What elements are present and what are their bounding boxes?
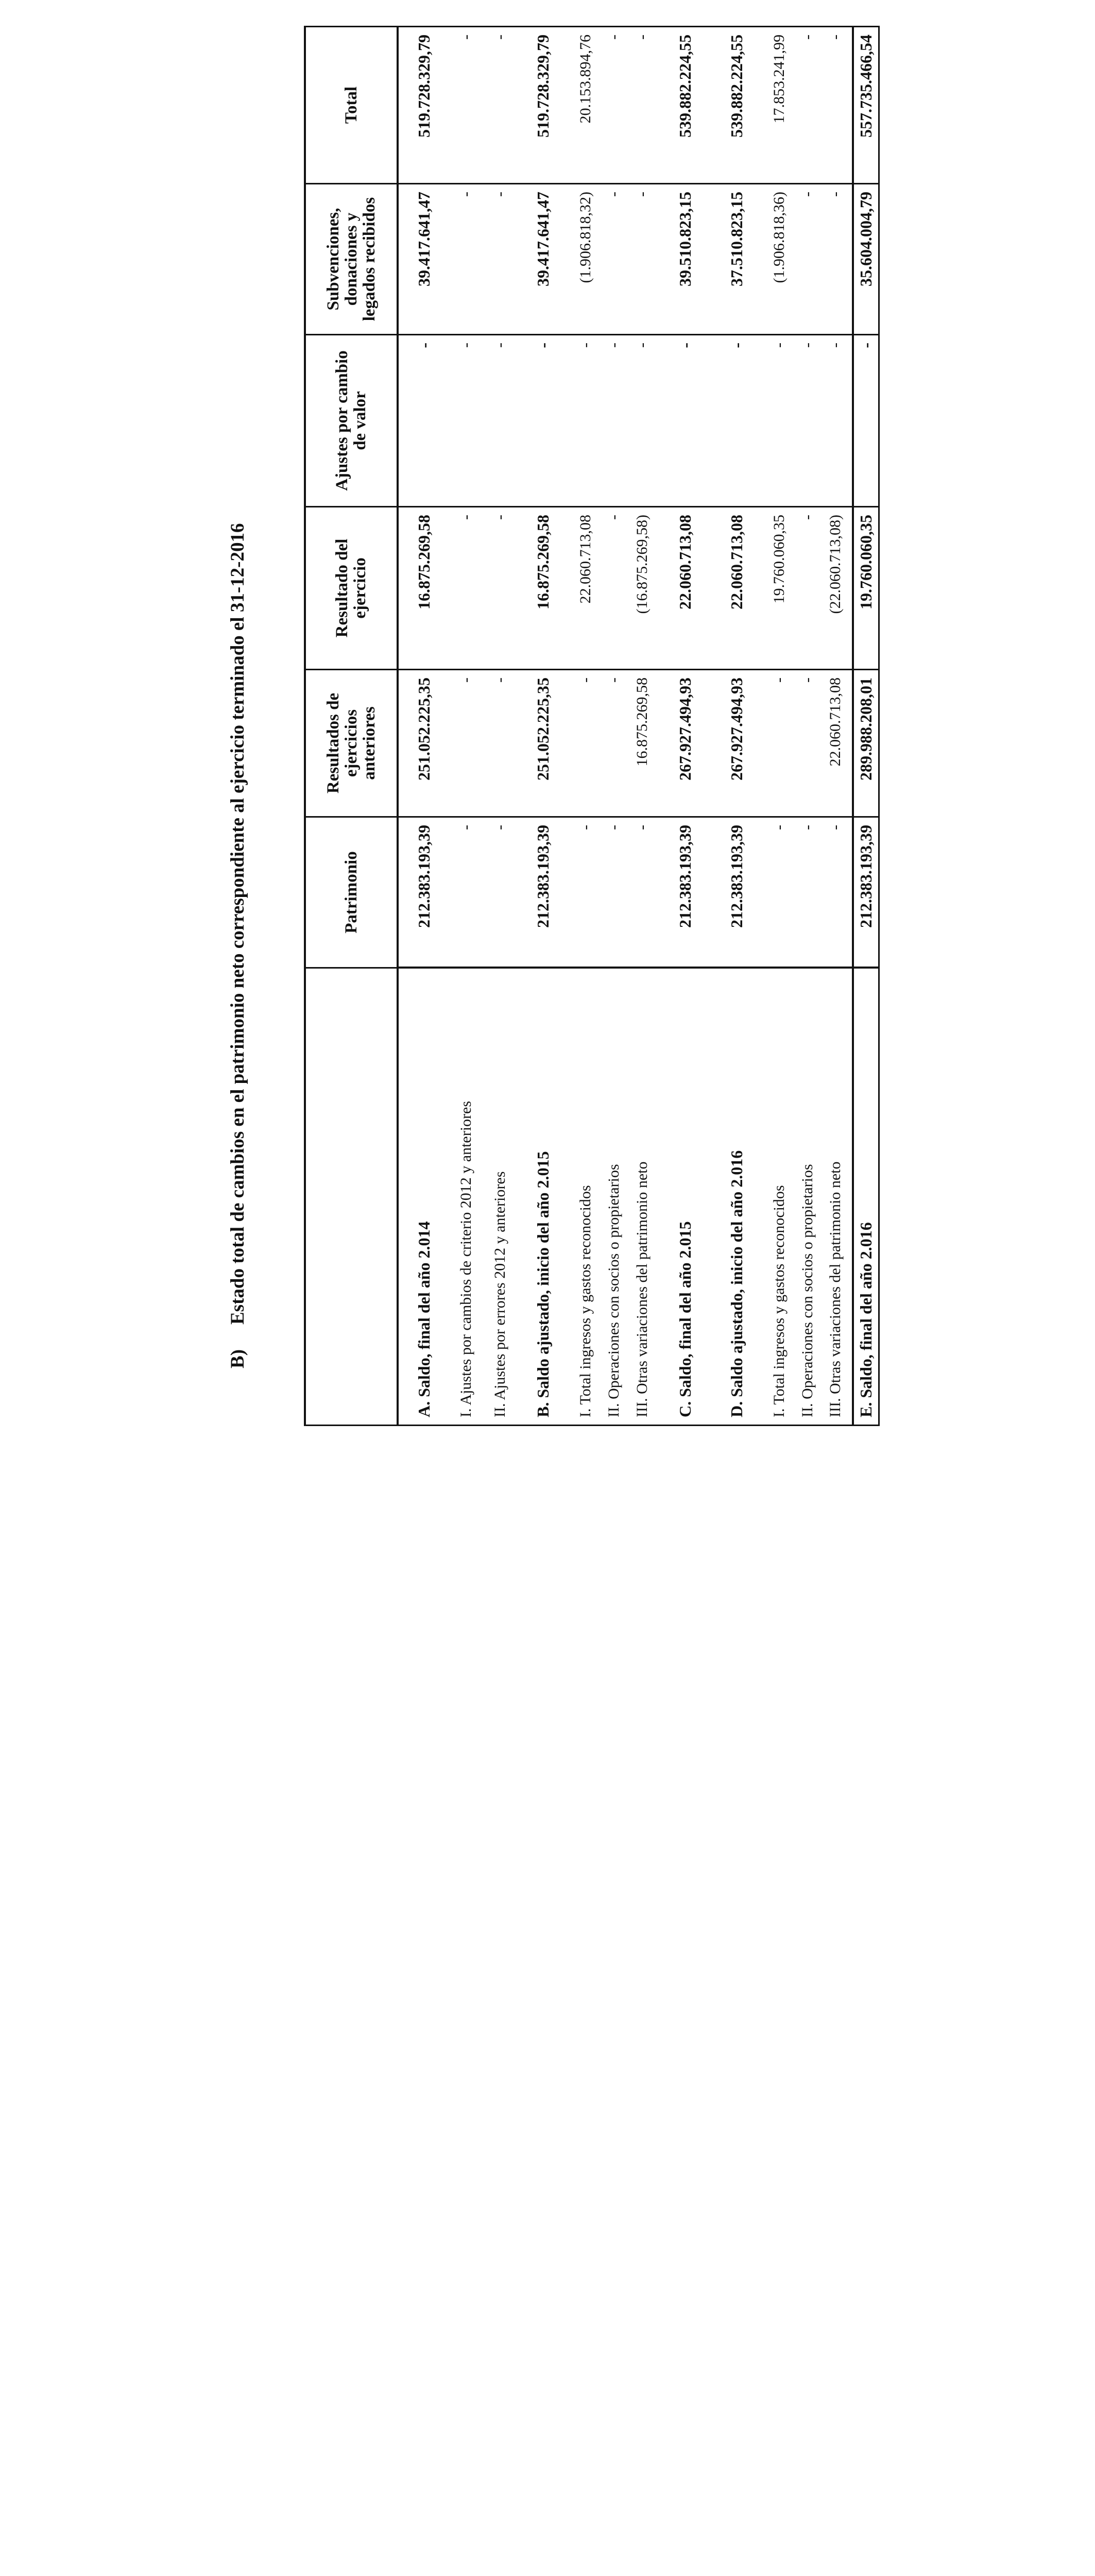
cell-resultado-ejercicio: 22.060.713,08: [659, 507, 711, 670]
table-header-row: [305, 27, 398, 1426]
cell-resultado-ejercicio: 16.875.269,58: [517, 507, 569, 670]
table-row-otras-variaciones-2015: [625, 27, 659, 1426]
col-header-total: Total: [305, 27, 398, 184]
cell-total: 519.728.329,79: [517, 27, 569, 184]
cell-resultados-anteriores: 251.052.225,35: [398, 670, 449, 817]
cell-resultado-ejercicio: 16.875.269,58: [398, 507, 449, 670]
table-row-saldo-ajustado-2016: [711, 27, 762, 1426]
cell-patrimonio: 212.383.193,39: [398, 817, 449, 968]
col-header-subvenciones: Subvenciones, donaciones y legados recibidos: [305, 184, 398, 335]
cell-resultados-anteriores: -: [449, 670, 483, 817]
cell-subvenciones: (1.906.818,32): [569, 184, 603, 335]
cell-resultados-anteriores: -: [569, 670, 603, 817]
table-row-saldo-final-2014: [398, 27, 449, 1426]
cell-ajustes-valor: -: [603, 335, 625, 507]
cell-subvenciones: -: [483, 184, 517, 335]
row-label: I. Ajustes por cambios de criterio 2012 y anteriores: [449, 968, 483, 1426]
row-label: A. Saldo, final del año 2.014: [398, 968, 449, 1426]
cell-ajustes-valor: -: [398, 335, 449, 507]
cell-subvenciones: 35.604.004,79: [853, 184, 879, 335]
row-label: E. Saldo, final del año 2.016: [853, 968, 879, 1426]
cell-subvenciones: -: [796, 184, 819, 335]
cell-patrimonio: -: [483, 817, 517, 968]
cell-ajustes-valor: -: [625, 335, 659, 507]
table-row-ajustes-errores: [483, 27, 517, 1426]
cell-resultado-ejercicio: 22.060.713,08: [711, 507, 762, 670]
cell-resultados-anteriores: 251.052.225,35: [517, 670, 569, 817]
cell-ajustes-valor: -: [819, 335, 853, 507]
cell-patrimonio: -: [796, 817, 819, 968]
table-row-ajustes-criterio: [449, 27, 483, 1426]
table-row-otras-variaciones-2016: [819, 27, 853, 1426]
cell-patrimonio: -: [762, 817, 796, 968]
cell-resultados-anteriores: -: [762, 670, 796, 817]
cell-total: -: [483, 27, 517, 184]
cell-subvenciones: -: [603, 184, 625, 335]
cell-ajustes-valor: -: [569, 335, 603, 507]
cell-resultado-ejercicio: 22.060.713,08: [569, 507, 603, 670]
cell-resultados-anteriores: 22.060.713,08: [819, 670, 853, 817]
cell-total: 20.153.894,76: [569, 27, 603, 184]
cell-resultado-ejercicio: 19.760.060,35: [853, 507, 879, 670]
col-header-resultado-ejercicio: Resultado del ejercicio: [305, 507, 398, 670]
cell-resultado-ejercicio: -: [449, 507, 483, 670]
table-row-operaciones-socios-2015: [603, 27, 625, 1426]
row-label: II. Ajustes por errores 2012 y anteriores: [483, 968, 517, 1426]
cell-subvenciones: -: [819, 184, 853, 335]
cell-patrimonio: 212.383.193,39: [853, 817, 879, 968]
cell-ajustes-valor: -: [796, 335, 819, 507]
cell-resultados-anteriores: 16.875.269,58: [625, 670, 659, 817]
cell-resultado-ejercicio: (16.875.269,58): [625, 507, 659, 670]
cell-total: -: [625, 27, 659, 184]
cell-ajustes-valor: -: [711, 335, 762, 507]
table-row-saldo-ajustado-2015: [517, 27, 569, 1426]
cell-patrimonio: 212.383.193,39: [711, 817, 762, 968]
cell-ajustes-valor: -: [762, 335, 796, 507]
cell-patrimonio: 212.383.193,39: [659, 817, 711, 968]
section-letter: B): [227, 1349, 248, 1368]
row-label: I. Total ingresos y gastos reconocidos: [569, 968, 603, 1426]
cell-subvenciones: 37.510.823,15: [711, 184, 762, 335]
cell-total: 539.882.224,55: [711, 27, 762, 184]
cell-subvenciones: 39.417.641,47: [398, 184, 449, 335]
cell-resultado-ejercicio: (22.060.713,08): [819, 507, 853, 670]
cell-subvenciones: 39.417.641,47: [517, 184, 569, 335]
cell-patrimonio: -: [603, 817, 625, 968]
cell-patrimonio: -: [625, 817, 659, 968]
cell-patrimonio: -: [449, 817, 483, 968]
row-label: III. Otras variaciones del patrimonio neto: [625, 968, 659, 1426]
cell-patrimonio: 212.383.193,39: [517, 817, 569, 968]
table-row-saldo-final-2016: [853, 27, 879, 1426]
cell-resultados-anteriores: 267.927.494,93: [659, 670, 711, 817]
cell-total: -: [603, 27, 625, 184]
cell-subvenciones: -: [625, 184, 659, 335]
cell-subvenciones: -: [449, 184, 483, 335]
row-label: III. Otras variaciones del patrimonio neto: [819, 968, 853, 1426]
row-label: II. Operaciones con socios o propietarios: [796, 968, 819, 1426]
cell-total: -: [796, 27, 819, 184]
table-row-ingresos-gastos-2016: [762, 27, 796, 1426]
row-label: D. Saldo ajustado, inicio del año 2.016: [711, 968, 762, 1426]
cell-resultado-ejercicio: -: [483, 507, 517, 670]
cell-total: 557.735.466,54: [853, 27, 879, 184]
row-label: B. Saldo ajustado, inicio del año 2.015: [517, 968, 569, 1426]
cell-total: -: [449, 27, 483, 184]
cell-total: -: [819, 27, 853, 184]
cell-ajustes-valor: -: [483, 335, 517, 507]
col-header-ajustes-valor: Ajustes por cambio de valor: [305, 335, 398, 507]
cell-patrimonio: -: [569, 817, 603, 968]
col-header-resultados-anteriores: Resultados de ejercicios anteriores: [305, 670, 398, 817]
cell-resultado-ejercicio: -: [603, 507, 625, 670]
equity-changes-table: [304, 26, 880, 1426]
header-blank-cell: [305, 968, 398, 1426]
table-row-saldo-final-2015: [659, 27, 711, 1426]
cell-ajustes-valor: -: [853, 335, 879, 507]
cell-subvenciones: 39.510.823,15: [659, 184, 711, 335]
cell-ajustes-valor: -: [449, 335, 483, 507]
cell-resultados-anteriores: 289.988.208,01: [853, 670, 879, 817]
col-header-patrimonio: Patrimonio: [305, 817, 398, 968]
cell-total: 519.728.329,79: [398, 27, 449, 184]
cell-resultados-anteriores: -: [603, 670, 625, 817]
table-row-ingresos-gastos-2015: [569, 27, 603, 1426]
row-label: C. Saldo, final del año 2.015: [659, 968, 711, 1426]
cell-resultados-anteriores: -: [483, 670, 517, 817]
cell-resultados-anteriores: -: [796, 670, 819, 817]
cell-patrimonio: -: [819, 817, 853, 968]
cell-ajustes-valor: -: [659, 335, 711, 507]
cell-subvenciones: (1.906.818,36): [762, 184, 796, 335]
cell-total: 17.853.241,99: [762, 27, 796, 184]
row-label: II. Operaciones con socios o propietarios: [603, 968, 625, 1426]
table-row-operaciones-socios-2016: [796, 27, 819, 1426]
cell-resultado-ejercicio: 19.760.060,35: [762, 507, 796, 670]
cell-ajustes-valor: -: [517, 335, 569, 507]
row-label: I. Total ingresos y gastos reconocidos: [762, 968, 796, 1426]
statement-title: Estado total de cambios en el patrimonio neto correspondiente al ejercicio terminado el 31-12-2016: [227, 523, 248, 1325]
cell-total: 539.882.224,55: [659, 27, 711, 184]
cell-resultados-anteriores: 267.927.494,93: [711, 670, 762, 817]
cell-resultado-ejercicio: -: [796, 507, 819, 670]
